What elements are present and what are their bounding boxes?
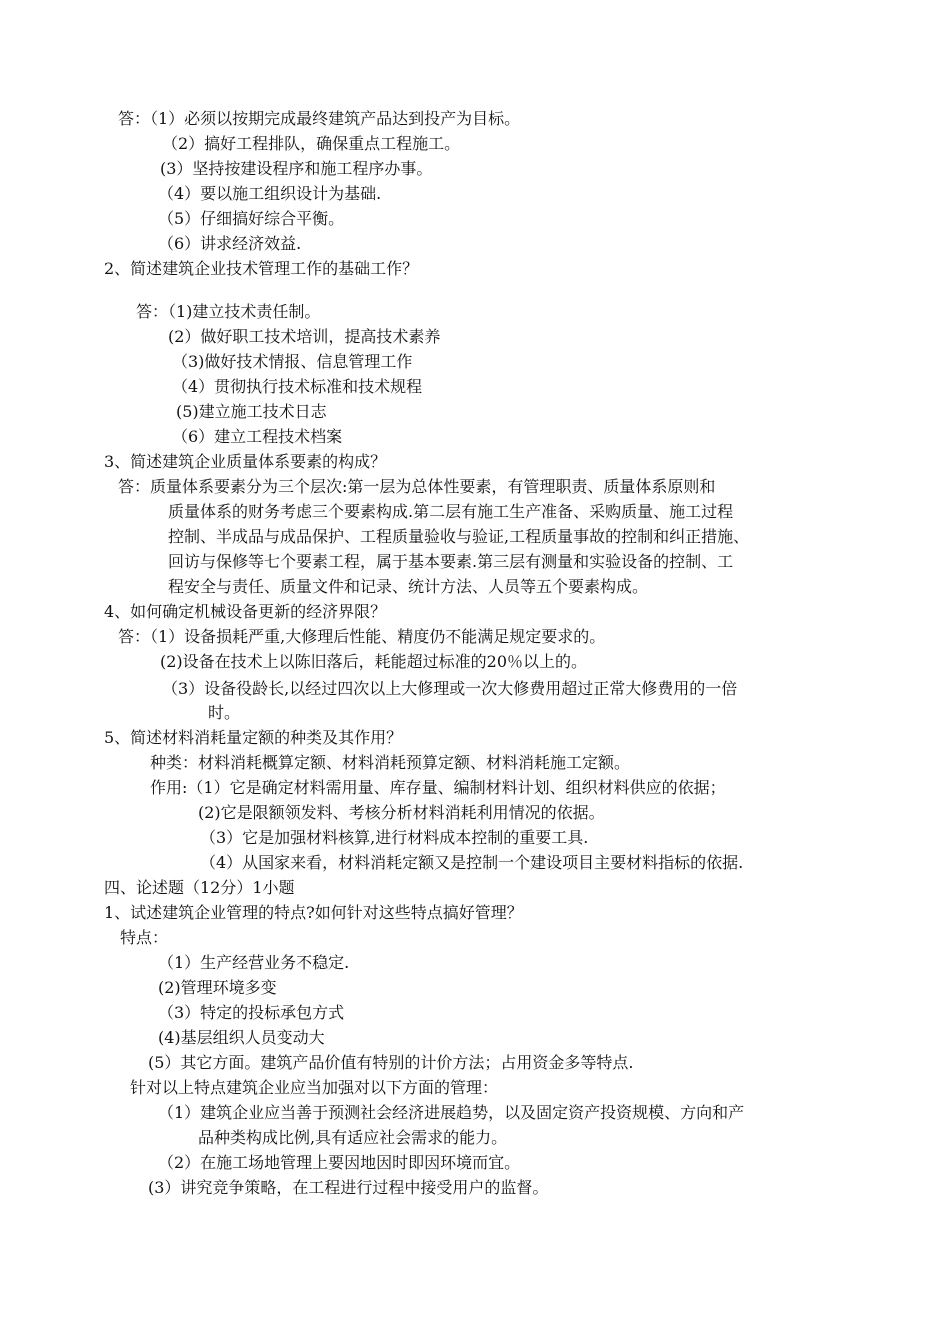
q1-answer-item: (3）坚持按建设程序和施工程序办事。 bbox=[160, 159, 433, 178]
q1-answer-item: （2）搞好工程排队，确保重点工程施工。 bbox=[162, 134, 461, 153]
q2-answer-item: (5)建立施工技术日志 bbox=[176, 402, 327, 421]
feature-item: (5）其它方面。建筑产品价值有特别的计价方法；占用资金多等特点. bbox=[148, 1053, 634, 1072]
management-lead: 针对以上特点建筑企业应当加强对以下方面的管理： bbox=[130, 1078, 499, 1097]
q2-answer-item: （3)做好技术情报、信息管理工作 bbox=[172, 352, 413, 371]
q3-answer-line: 回访与保修等七个要素工程，属于基本要素.第三层有测量和实验设备的控制、工 bbox=[168, 552, 734, 571]
q2-answer-lead: 答：（1)建立技术责任制。 bbox=[136, 302, 321, 321]
features-label: 特点： bbox=[120, 928, 169, 947]
q4-answer-item: (2)设备在技术上以陈旧落后，耗能超过标准的20％以上的。 bbox=[160, 652, 588, 671]
q2-question: 2、简述建筑企业技术管理工作的基础工作？ bbox=[104, 259, 419, 278]
q5-types: 种类：材料消耗概算定额、材料消耗预算定额、材料消耗施工定额。 bbox=[150, 753, 631, 772]
q4-answer-item: （3）设备役龄长,以经过四次以上大修理或一次大修费用超过正常大修费用的一倍 bbox=[162, 679, 738, 698]
q1-answer-lead: 答：（1）必须以按期完成最终建筑产品达到投产为目标。 bbox=[118, 109, 521, 128]
feature-item: (4)基层组织人员变动大 bbox=[158, 1028, 325, 1047]
q5-question: 5、简述材料消耗量定额的种类及其作用？ bbox=[104, 728, 403, 747]
q3-question: 3、简述建筑企业质量体系要素的构成？ bbox=[104, 452, 387, 471]
q2-answer-item: (2）做好职工技术培训，提高技术素养 bbox=[168, 327, 441, 346]
q3-answer-line: 程安全与责任、质量文件和记录、统计方法、人员等五个要素构成。 bbox=[168, 577, 649, 596]
q5-use-item: (2)它是限额领发料、考核分析材料消耗利用情况的依据。 bbox=[198, 803, 605, 822]
q4-answer-item-continued: 时。 bbox=[208, 703, 241, 722]
q4-question: 4、如何确定机械设备更新的经济界限？ bbox=[104, 602, 387, 621]
feature-item: （1）生产经营业务不稳定. bbox=[158, 953, 350, 972]
q2-answer-item: （4）贯彻执行技术标准和技术规程 bbox=[172, 377, 423, 396]
management-item: （2）在施工场地管理上要因地因时即因环境而宜。 bbox=[158, 1153, 521, 1172]
section4-heading: 四、论述题（12分）1小题 bbox=[104, 878, 295, 897]
management-item-continued: 品种类构成比例,具有适应社会需求的能力。 bbox=[198, 1128, 508, 1147]
q1-answer-item: （6）讲求经济效益. bbox=[158, 234, 302, 253]
q4-answer-lead: 答：（1）设备损耗严重,大修理后性能、精度仍不能满足规定要求的。 bbox=[118, 627, 606, 646]
feature-item: (2)管理环境多变 bbox=[158, 978, 277, 997]
q5-use-lead: 作用:（1）它是确定材料需用量、库存量、编制材料计划、组织材料供应的依据； bbox=[150, 778, 726, 797]
q5-use-item: （3）它是加强材料核算,进行材料成本控制的重要工具. bbox=[200, 828, 589, 847]
q5-use-item: （4）从国家来看，材料消耗定额又是控制一个建设项目主要材料指标的依据. bbox=[200, 853, 744, 872]
q1-answer-item: （5）仔细搞好综合平衡。 bbox=[158, 209, 345, 228]
q3-answer-line: 答：质量体系要素分为三个层次:第一层为总体性要素，有管理职责、质量体系原则和 bbox=[118, 477, 716, 496]
section4-question: 1、试述建筑企业管理的特点?如何针对这些特点搞好管理？ bbox=[104, 903, 523, 922]
q2-answer-item: （6）建立工程技术档案 bbox=[172, 427, 343, 446]
q1-answer-item: （4）要以施工组织设计为基础. bbox=[158, 184, 382, 203]
feature-item: （3）特定的投标承包方式 bbox=[158, 1003, 345, 1022]
management-item: （1）建筑企业应当善于预测社会经济进展趋势，以及固定资产投资规模、方向和产 bbox=[158, 1103, 745, 1122]
management-item: (3）讲究竞争策略，在工程进行过程中接受用户的监督。 bbox=[148, 1178, 549, 1197]
q3-answer-line: 控制、半成品与成品保护、工程质量验收与验证,工程质量事故的控制和纠正措施、 bbox=[168, 527, 750, 546]
q3-answer-line: 质量体系的财务考虑三个要素构成.第二层有施工生产准备、采购质量、施工过程 bbox=[168, 502, 734, 521]
